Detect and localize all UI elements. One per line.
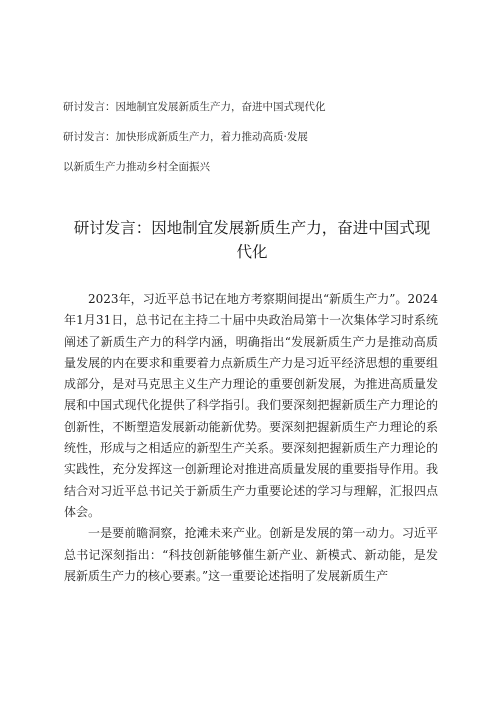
body-paragraph: 2023年，习近平总书记在地方考察期间提出“新质生产力”。2024年1月31日，总书记在主持二十届中央政治局第十一次集体学习时系统阐述了新质生产力的科学内涵，明确指出“发展新质生产力是推动高质量发展的内在要求和重要着力点新质生产力是习近平经济思想的重要组成部分，是对马克思主义生产力理论的重要创新发展，为推进高质量发展和中国式现代化提供了科学指引。我们要深刻把握新质生产力理论的创新性，不断塑造发展新动能新优势。要深刻把握新质生产力理论的系统性，形成与之相适应的新型生产关系。要深刻把握新质生产力理论的实践性，充分发挥这一创新理论对推进高质量发展的重要指导作用。我结合对习近平总书记关于新质生产力重要论述的学习与理解，汇报四点体会。 — [64, 292, 438, 519]
table-of-contents — [63, 100, 483, 190]
toc-item[interactable]: 研讨发言：加快形成新质生产力，着力推动高质·发展 — [63, 131, 308, 143]
toc-item[interactable]: 研讨发言：因地制宜发展新质生产力，奋进中国式现代化 — [63, 101, 326, 113]
body-paragraph: 一是要前瞻洞察，抢滩未来产业。创新是发展的第一动力。习近平总书记深刻指出：“科技创新能够催生新产业、新模式、新动能，是发展新质生产力的核心要素。”这一重要论述指明了发展新质生产 — [64, 526, 438, 583]
toc-item[interactable]: 以新质生产力推动乡村全面振兴 — [63, 161, 210, 173]
article-body — [64, 289, 438, 587]
article-title: 研讨发言：因地制宜发展新质生产力，奋进中国式现代化 — [73, 219, 431, 261]
